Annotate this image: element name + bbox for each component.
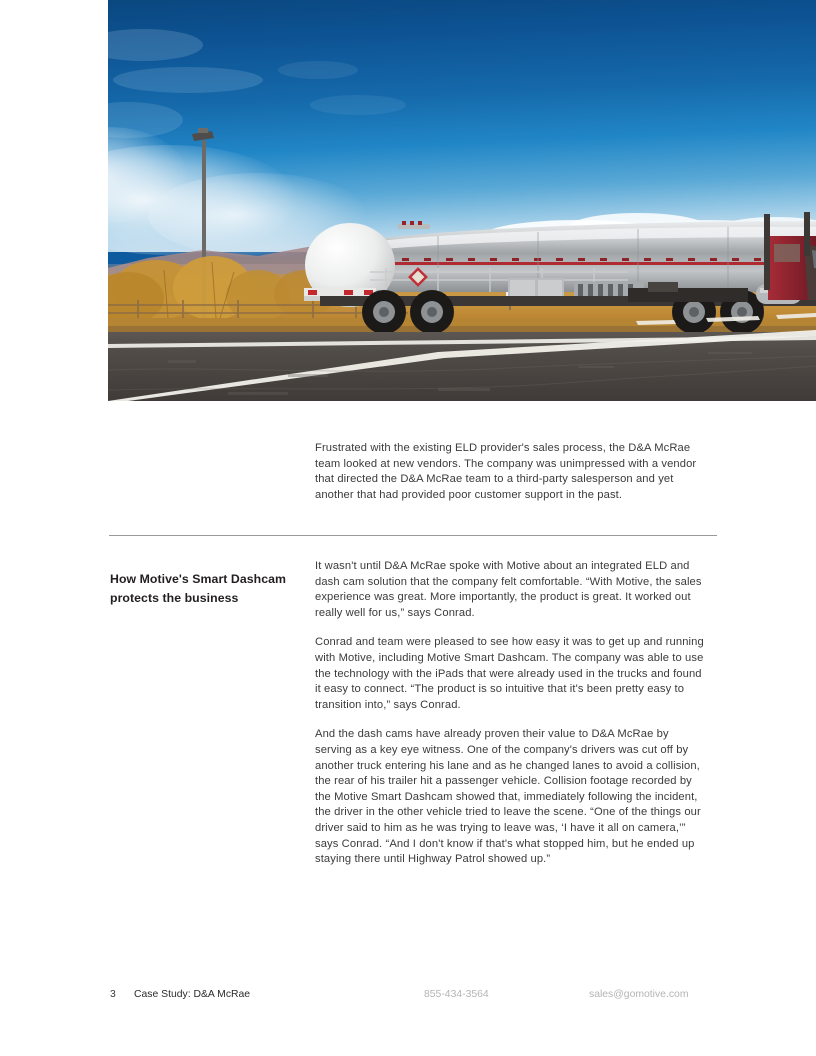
footer-document-title: Case Study: D&A McRae (134, 989, 251, 1000)
section-body (315, 559, 707, 868)
intro-paragraph: Frustrated with the existing ELD provider's sales process, the D&A McRae team looked at new vendors. The company was unimpressed with a vendor that directed the D&A McRae team to a third-party salesperson and yet another that had provided poor customer support in the past. (315, 442, 697, 501)
page-footer (0, 988, 816, 1008)
body-paragraph: It wasn't until D&A McRae spoke with Motive about an integrated ELD and dash cam solution that the company felt comfortable. “With Motive, the sales experience was great. More importantly, the product is great. It worked out really well for us,” says Conrad. (315, 560, 702, 619)
footer-page-number: 3 (110, 989, 116, 1000)
section-heading: How Motive's Smart Dashcam protects the business (110, 572, 287, 605)
footer-phone[interactable]: 855-434-3564 (424, 989, 489, 1000)
footer-email[interactable]: sales@gomotive.com (589, 989, 689, 1000)
hero-image (108, 0, 816, 401)
body-paragraph: Conrad and team were pleased to see how easy it was to get up and running with Motive, including Motive Smart Dashcam. The company was able to use the technology with the iPads that were already used in the trucks and found it easy to connect. “The product is so intuitive that it's been pretty easy to transition into,” says Conrad. (315, 636, 704, 711)
tanker-truck-photo (108, 0, 816, 401)
section-divider (109, 535, 717, 536)
body-paragraph: And the dash cams have already proven their value to D&A McRae by serving as a key eye witness. One of the company's drivers was cut off by another truck entering his lane and as he changed lanes to avoid a collision, the rear of his trailer hit a passenger vehicle. Collision footage recorded by the Motive Smart Dashcam showed that, immediately following the incident, the driver in the other vehicle tried to leave the scene. “One of the things our driver said to him as he was trying to leave was, ‘I have it all on camera,’” says Conrad. “And I don't know if that's what stopped him, but he ended up staying there until Highway Patrol showed up.” (315, 728, 701, 866)
